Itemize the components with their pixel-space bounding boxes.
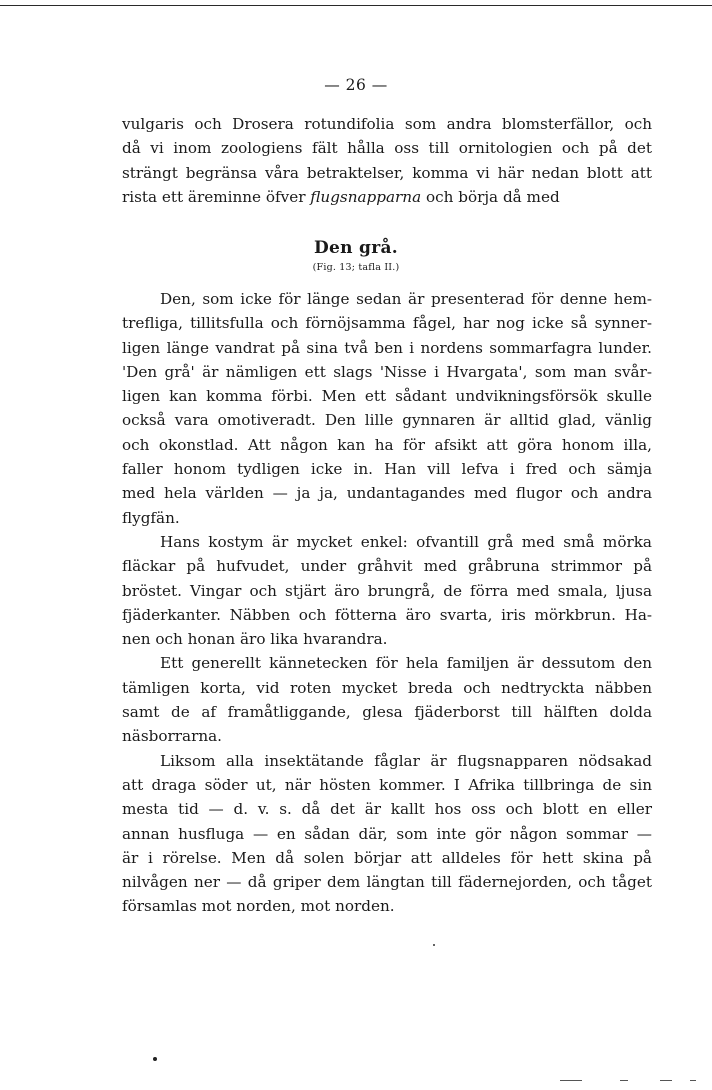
intro-last-text-after: och börja då med (421, 187, 560, 206)
paragraph-1-line: Den, som icke för länge sedan är presenterad för denne hem- (160, 290, 652, 308)
paragraph-4-line: är i rörelse. Men då solen börjar att alldeles för hett skina på (122, 848, 652, 867)
edge-mark (620, 1080, 628, 1081)
paragraph-4-line: mesta tid — d. v. s. då det är kallt hos oss och blott en eller (122, 800, 652, 819)
scan-speck (433, 944, 435, 946)
paragraph-3-line: Ett generellt kännetecken för hela familjen är dessutom den (160, 654, 652, 673)
intro-italic-term: flugsnapparna (310, 187, 422, 206)
paragraph-1-line: och okonstlad. Att någon kan ha för afsikt att göra honom illa, (122, 435, 652, 454)
edge-mark (660, 1080, 672, 1081)
page-number: — 26 — (324, 76, 388, 94)
intro-line: då vi inom zoologiens fält hålla oss till ornitologien och på det (122, 139, 652, 158)
figure-reference: (Fig. 13; tafla II.) (312, 262, 400, 273)
bottom-edge-marks (560, 1076, 710, 1086)
paragraph-1-line: med hela världen — ja ja, undantagandes med flugor och andra (122, 484, 652, 503)
paragraph-4-line: församlas mot norden, mot norden. (122, 897, 395, 916)
edge-mark (690, 1080, 696, 1081)
paragraph-4-line: Liksom alla insektätande fåglar är flugsnapparen nödsakad (160, 751, 652, 770)
paragraph-2-line: bröstet. Vingar och stjärt äro brungrå, de förra med smala, ljusa (122, 581, 652, 600)
edge-mark (560, 1080, 582, 1081)
intro-paragraph (122, 112, 652, 209)
body-text (122, 287, 652, 919)
intro-last-line (122, 185, 652, 209)
paragraph-4-line: att draga söder ut, när hösten kommer. I Afrika tillbringa de sin (122, 775, 652, 794)
intro-line: strängt begränsa våra betraktelser, komma vi här nedan blott att (122, 163, 652, 182)
paragraph-2-line: fläckar på hufvudet, under gråhvit med gråbruna strimmor på (122, 557, 652, 576)
paragraph-1-line: ligen länge vandrat på sina två ben i nordens sommarfagra lunder. (122, 338, 652, 357)
paragraph-1-line: faller honom tydligen icke in. Han vill lefva i fred och sämja (122, 460, 652, 479)
paragraph-3-line: näsborrarna. (122, 727, 222, 746)
paragraph-1-line: trefliga, tillitsfulla och förnöjsamma fågel, har nog icke så synner- (122, 314, 652, 333)
paragraph-2-line: fjäderkanter. Näbben och fötterna äro svarta, iris mörkbrun. Ha- (122, 605, 652, 624)
paragraph-1-line: flygfän. (122, 508, 180, 527)
paragraph-3-line: samt de af framåtliggande, glesa fjäderborst till hälften dolda (122, 703, 652, 722)
paragraph-4-line: nilvågen ner — då griper dem längtan till fädernejorden, och tåget (122, 873, 652, 892)
scan-speck (153, 1057, 157, 1061)
intro-line: vulgaris och Drosera rotundifolia som andra blomsterfällor, och (122, 115, 652, 133)
paragraph-3-line: tämligen korta, vid roten mycket breda och nedtryckta näbben (122, 678, 652, 697)
section-heading: Den grå. (313, 238, 398, 258)
paragraph-2-line: Hans kostym är mycket enkel: ofvantill grå med små mörka (160, 532, 652, 551)
paragraph-1-line: ligen kan komma förbi. Men ett sådant undvikningsförsök skulle (122, 387, 652, 406)
intro-last-text-before: rista ett äreminne öfver (122, 187, 311, 206)
paragraph-2-line: nen och honan äro lika hvarandra. (122, 630, 388, 649)
top-border-rule (0, 5, 712, 6)
paragraph-1-line: också vara omotiveradt. Den lille gynnaren är alltid glad, vänlig (122, 411, 652, 430)
paragraph-1-line: 'Den grå' är nämligen ett slags 'Nisse i Hvargata', som man svår- (122, 362, 652, 381)
paragraph-4-line: annan husfluga — en sådan där, som inte gör någon sommar — (122, 824, 652, 843)
